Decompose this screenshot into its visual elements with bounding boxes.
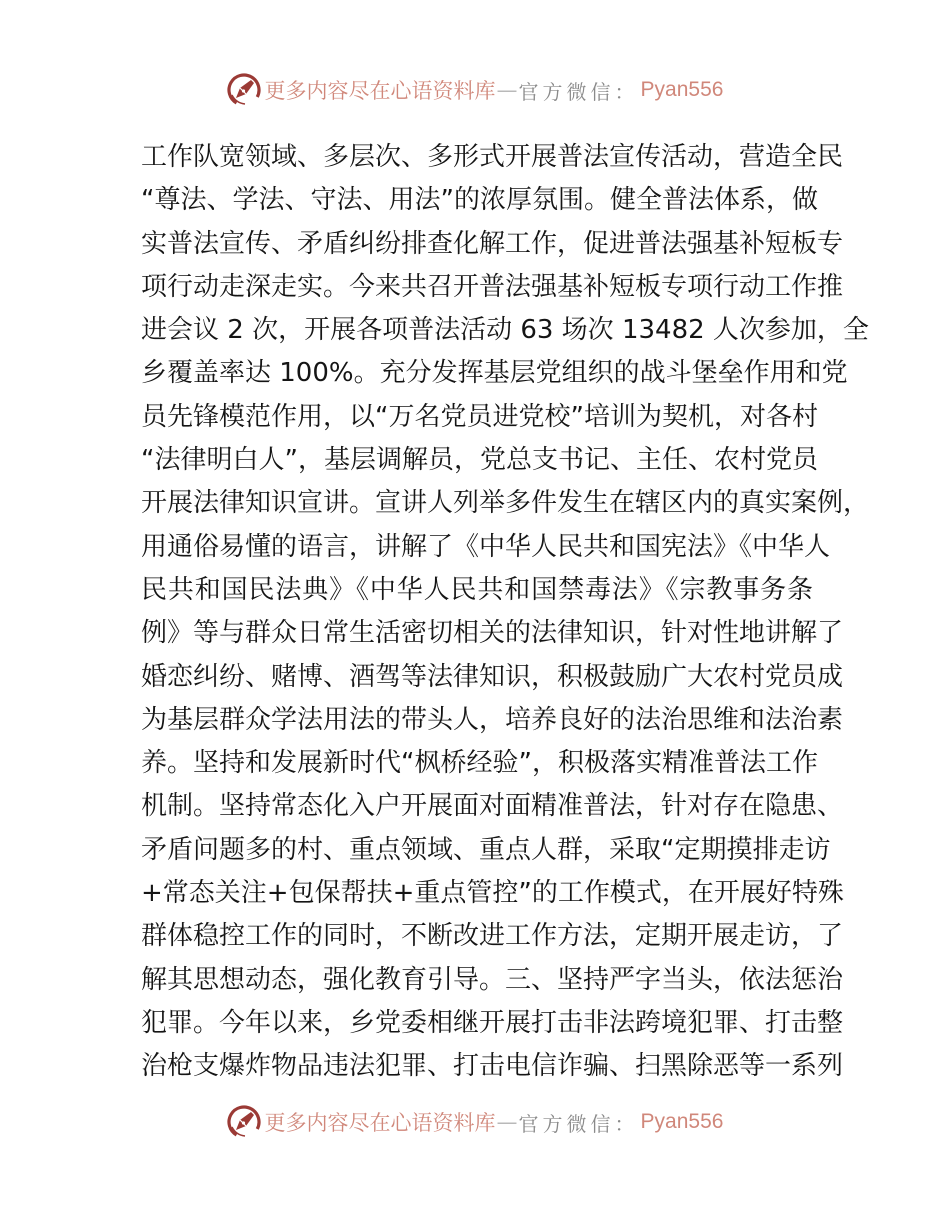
text-line: 为基层群众学法用法的带头人，培养良好的法治思维和法治素 [141, 704, 844, 735]
text-line: 实普法宣传、矛盾纠纷排查化解工作，促进普法强基补短板专 [141, 228, 844, 259]
text-line: 矛盾问题多的村、重点领域、重点人群，采取“定期摸排走访 [141, 834, 831, 865]
text-line: 养。坚持和发展新时代“枫桥经验”，积极落实精准普法工作 [141, 748, 818, 779]
document-body [141, 136, 870, 1089]
text-line: 员先锋模范作用，以“万名党员进党校”培训为契机，对各村 [141, 401, 818, 432]
text-line: 机制。坚持常态化入户开展面对面精准普法，针对存在隐患、 [141, 791, 844, 822]
separator: — [496, 1110, 518, 1134]
footer-banner [0, 1102, 950, 1142]
text-line: 项行动走深走实。今来共召开普法强基补短板专项行动工作推 [141, 271, 844, 302]
official-wechat-label: 官方微信： [518, 1111, 639, 1136]
text-line: “法律明白人”，基层调解员，党总支书记、主任、农村党员 [141, 445, 818, 476]
text-line: 乡覆盖率达 100%。充分发挥基层党组织的战斗堡垒作用和党 [141, 358, 848, 389]
text-line: “尊法、学法、守法、用法”的浓厚氛围。健全普法体系，做 [141, 185, 818, 216]
separator: — [496, 78, 518, 102]
wechat-id: Pyan556 [640, 78, 724, 101]
pen-logo-icon [227, 1105, 261, 1139]
text-line: 犯罪。今年以来，乡党委相继开展打击非法跨境犯罪、打击整 [141, 1007, 844, 1038]
text-line: 婚恋纠纷、赌博、酒驾等法律知识，积极鼓励广大农村党员成 [141, 661, 844, 692]
text-line: 群体稳控工作的同时，不断改进工作方法，定期开展走访，了 [141, 921, 844, 952]
text-line: 民共和国民法典》《中华人民共和国禁毒法》《宗教事务条 [141, 574, 813, 605]
text-line: 用通俗易懂的语言，讲解了《中华人民共和国宪法》《中华人 [141, 531, 831, 562]
text-line: 解其思想动态，强化教育引导。三、坚持严字当头，依法惩治 [141, 964, 844, 995]
text-line: 治枪支爆炸物品违法犯罪、打击电信诈骗、扫黑除恶等一系列 [141, 1051, 844, 1082]
text-line: 进会议 2 次，开展各项普法活动 63 场次 13482 人次参加，全 [141, 315, 869, 346]
text-line: 例》等与群众日常生活密切相关的法律知识，针对性地讲解了 [141, 618, 844, 649]
promo-text: 更多内容尽在心语资料库 [264, 79, 496, 103]
promo-text: 更多内容尽在心语资料库 [264, 1111, 496, 1135]
official-wechat-label: 官方微信： [518, 79, 639, 104]
wechat-id: Pyan556 [640, 1110, 724, 1133]
text-line: 工作队宽领域、多层次、多形式开展普法宣传活动，营造全民 [141, 142, 844, 172]
header-banner [0, 70, 950, 110]
text-line: +常态关注+包保帮扶+重点管控”的工作模式，在开展好特殊 [141, 878, 844, 909]
pen-logo-icon [227, 73, 261, 107]
text-line: 开展法律知识宣讲。宣讲人列举多件发生在辖区内的真实案例， [141, 488, 870, 519]
